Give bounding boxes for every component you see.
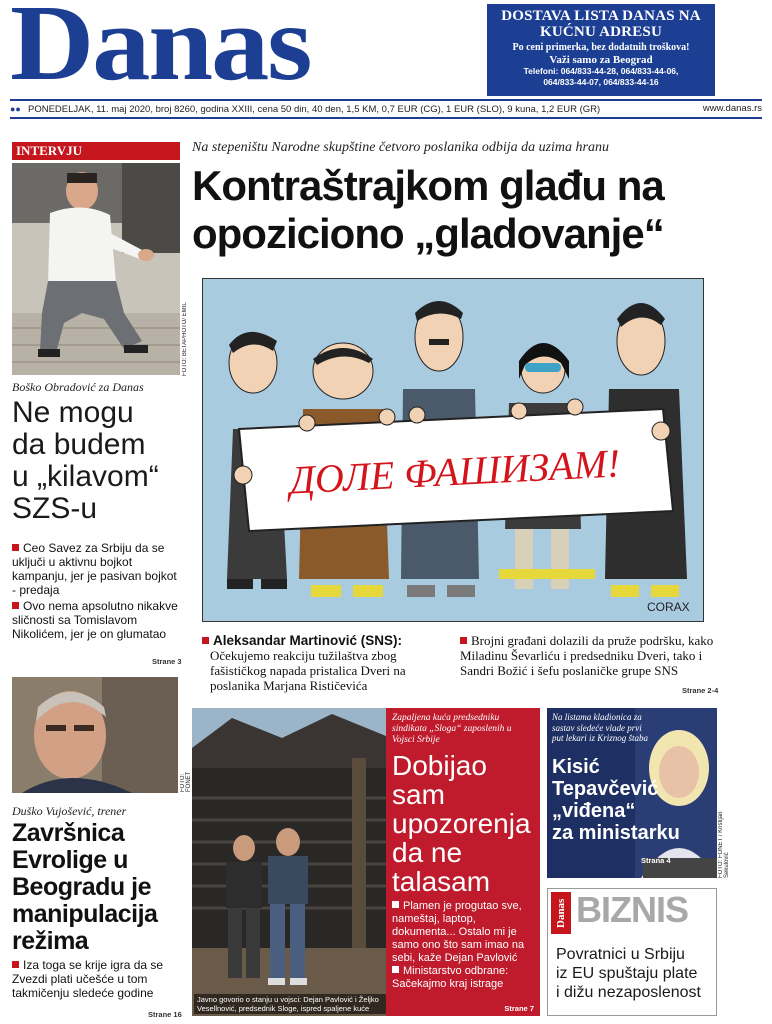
kisic-pages: Strana 4 [641,856,671,865]
kisic-headline-line: Tepavčević [552,778,659,800]
vujosevic-caption: Duško Vujošević, trener [12,804,127,818]
bullet-square-icon [392,901,399,908]
promo-phones-1: Telefoni: 064/833-44-28, 064/833-44-06, [523,66,679,76]
promo-line-1: Po ceni primerka, bez dodatnih troškova! [512,42,690,53]
interview-bullet: Ceo Savez za Srbiju da se uključi u aktivnu bojkot kampanju, jer je pasivan bojkot - predaja [12,541,177,597]
bullet-square-icon [392,966,399,973]
bullet-square-icon [202,637,209,644]
burned-house-photo-caption: Javno govorio o stanju u vojsci: Dejan Pavlović i Željko Vesellnović, predsednik Sloge, ispred spaljene kuće [194,994,386,1014]
vujosevic-photo-art [12,677,178,793]
cartoon-banner-text: ДОЛЕ ФАШИЗАМ! [288,440,622,503]
biznis-headline-line: i dižu nezaposlenost [556,984,701,1001]
dateline-dots-icon: ●● [10,104,21,114]
fire-headline-line: talasam [392,866,491,897]
main-headline-line: opoziciono „gladovanje“ [192,210,664,257]
interview-headline [12,397,187,525]
biznis-section-title: BIZNIS [576,889,689,930]
fire-story-box [386,708,540,1016]
interview-pages: Strane 3 [152,657,182,666]
dateline-text: PONEDELJAK, 11. maj 2020, broj 8260, godina XXIII, cena 50 din, 40 den, 1,5 KM, 0,7 EUR (CG), 1 EUR (SLO), 9 kuna, 1,2 EUR (GR) [28,104,601,115]
vujosevic-headline-line: režima [12,927,89,955]
promo-phones-2: 064/833-44-07, 064/833-44-16 [543,77,659,87]
obradovic-photo [12,163,180,375]
website-link[interactable]: www.danas.rs [702,103,762,114]
cartoon-signature: CORAX [647,600,690,614]
fire-headline-line: sam [392,779,445,810]
kisic-headline-line: za ministarku [552,822,680,844]
interview-caption: Boško Obradović za Danas [12,380,144,394]
vujosevic-photo-credit: FOTO: FONET [180,771,192,792]
kisic-headline [552,756,717,844]
kisic-headline-line: „viđena“ [552,800,636,822]
cartoon-art [203,279,704,622]
kisic-headline-line: Kisić [552,756,600,778]
main-col-1 [202,633,452,693]
burned-house-photo-art [192,708,386,1016]
main-kicker: Na stepeništu Narodne skupštine četvoro poslanika odbija da uzima hranu [192,140,609,155]
interview-headline-line: u „kilavom“ [12,460,159,493]
burned-house-photo [192,708,386,1016]
vujosevic-photo [12,677,178,793]
bullet-square-icon [12,961,19,968]
masthead-logo: Danas [10,0,311,103]
biznis-danas-logo: Danas [551,892,571,934]
fire-headline-line: Dobijao [392,750,487,781]
interview-headline-line: SZS-u [12,492,98,525]
main-col-2 [460,633,718,678]
fire-bullet: Ministarstvo odbrane: Sačekajmo kraj istrage [392,965,509,990]
fire-bullet: Plamen je progutao sve, nameštaj, laptop, dokumenta... Ostalo mi je samo ono što sam imao na sebi, kaže Dejan Pavlović [392,900,525,964]
interview-headline-line: Ne mogu [12,396,134,429]
main-headline [192,162,752,258]
main-col-1-text: Očekujemo reakciju tužilaštva zbog fašističkog napada pristalica Dveri na poslanika Marjana Rističevića [210,648,406,693]
corax-cartoon [202,278,704,622]
interview-kicker: INTERVJU [12,142,180,160]
bullet-square-icon [12,602,19,609]
vujosevic-headline [12,820,190,955]
fire-headline [392,751,534,896]
fire-headline-line: upozorenja [392,808,531,839]
fire-headline-line: da ne [392,837,463,868]
interview-headline-line: da budem [12,428,146,461]
fire-kicker: Zapaljena kuća predsedniku sindikata „Sloga“ zaposlenih u Vojsci Srbije [392,713,512,745]
bullet-square-icon [460,637,467,644]
delivery-promo-box [487,4,715,96]
vujosevic-pages: Strane 16 [148,1010,182,1019]
main-col-1-name: Aleksandar Martinović (SNS): [202,633,452,648]
interview-bullets [12,541,184,641]
biznis-headline-line: Povratnici u Srbiju [556,946,685,963]
main-pages: Strane 2-4 [682,686,719,695]
biznis-box [547,888,717,1016]
kisic-photo-credit: FOTO: FONET / Kristijan Sekulović [718,811,730,878]
promo-title: DOSTAVA LISTA DANAS NA KUĆNU ADRESU [501,8,701,40]
main-headline-line: Kontraštrajkom glađu na [192,162,664,209]
vujosevic-headline-line: Beogradu je [12,873,151,901]
kisic-story-box [547,708,717,878]
kisic-kicker: Na listama kladionica za sastav sledeće vlade prvi put lekari iz Kriznog štaba [552,712,649,743]
vujosevic-headline-line: Evrolige u [12,846,128,874]
dateline-bar [10,99,762,119]
vujosevic-bullet: Iza toga se krije igra da se Zvezdi plati učešće u tom takmičenju sledeće godine [12,958,164,1000]
obradovic-photo-art [12,163,180,375]
fire-pages: Strane 7 [504,1004,534,1013]
biznis-headline [556,945,716,1002]
vujosevic-headline-line: manipulacija [12,900,158,928]
bullet-square-icon [12,544,19,551]
obradovic-photo-credit: FOTO: BETAPHOTO/ EMIL [182,302,188,376]
main-col-2-text: Brojni građani dolazili da pruže podršku, kako Miladinu Ševarliću i predsedniku Dveri, tako i Sandri Božić i šefu poslaničke grupe SNS [460,633,714,678]
promo-line-2: Važi samo za Beograd [549,54,653,66]
fire-bullets [392,900,534,991]
biznis-headline-line: iz EU spuštaju plate [556,965,698,982]
interview-bullet: Ovo nema apsolutno nikakve sličnosti sa Tomislavom Nikolićem, jer je on glumatao [12,599,178,641]
vujosevic-headline-line: Završnica [12,819,125,847]
